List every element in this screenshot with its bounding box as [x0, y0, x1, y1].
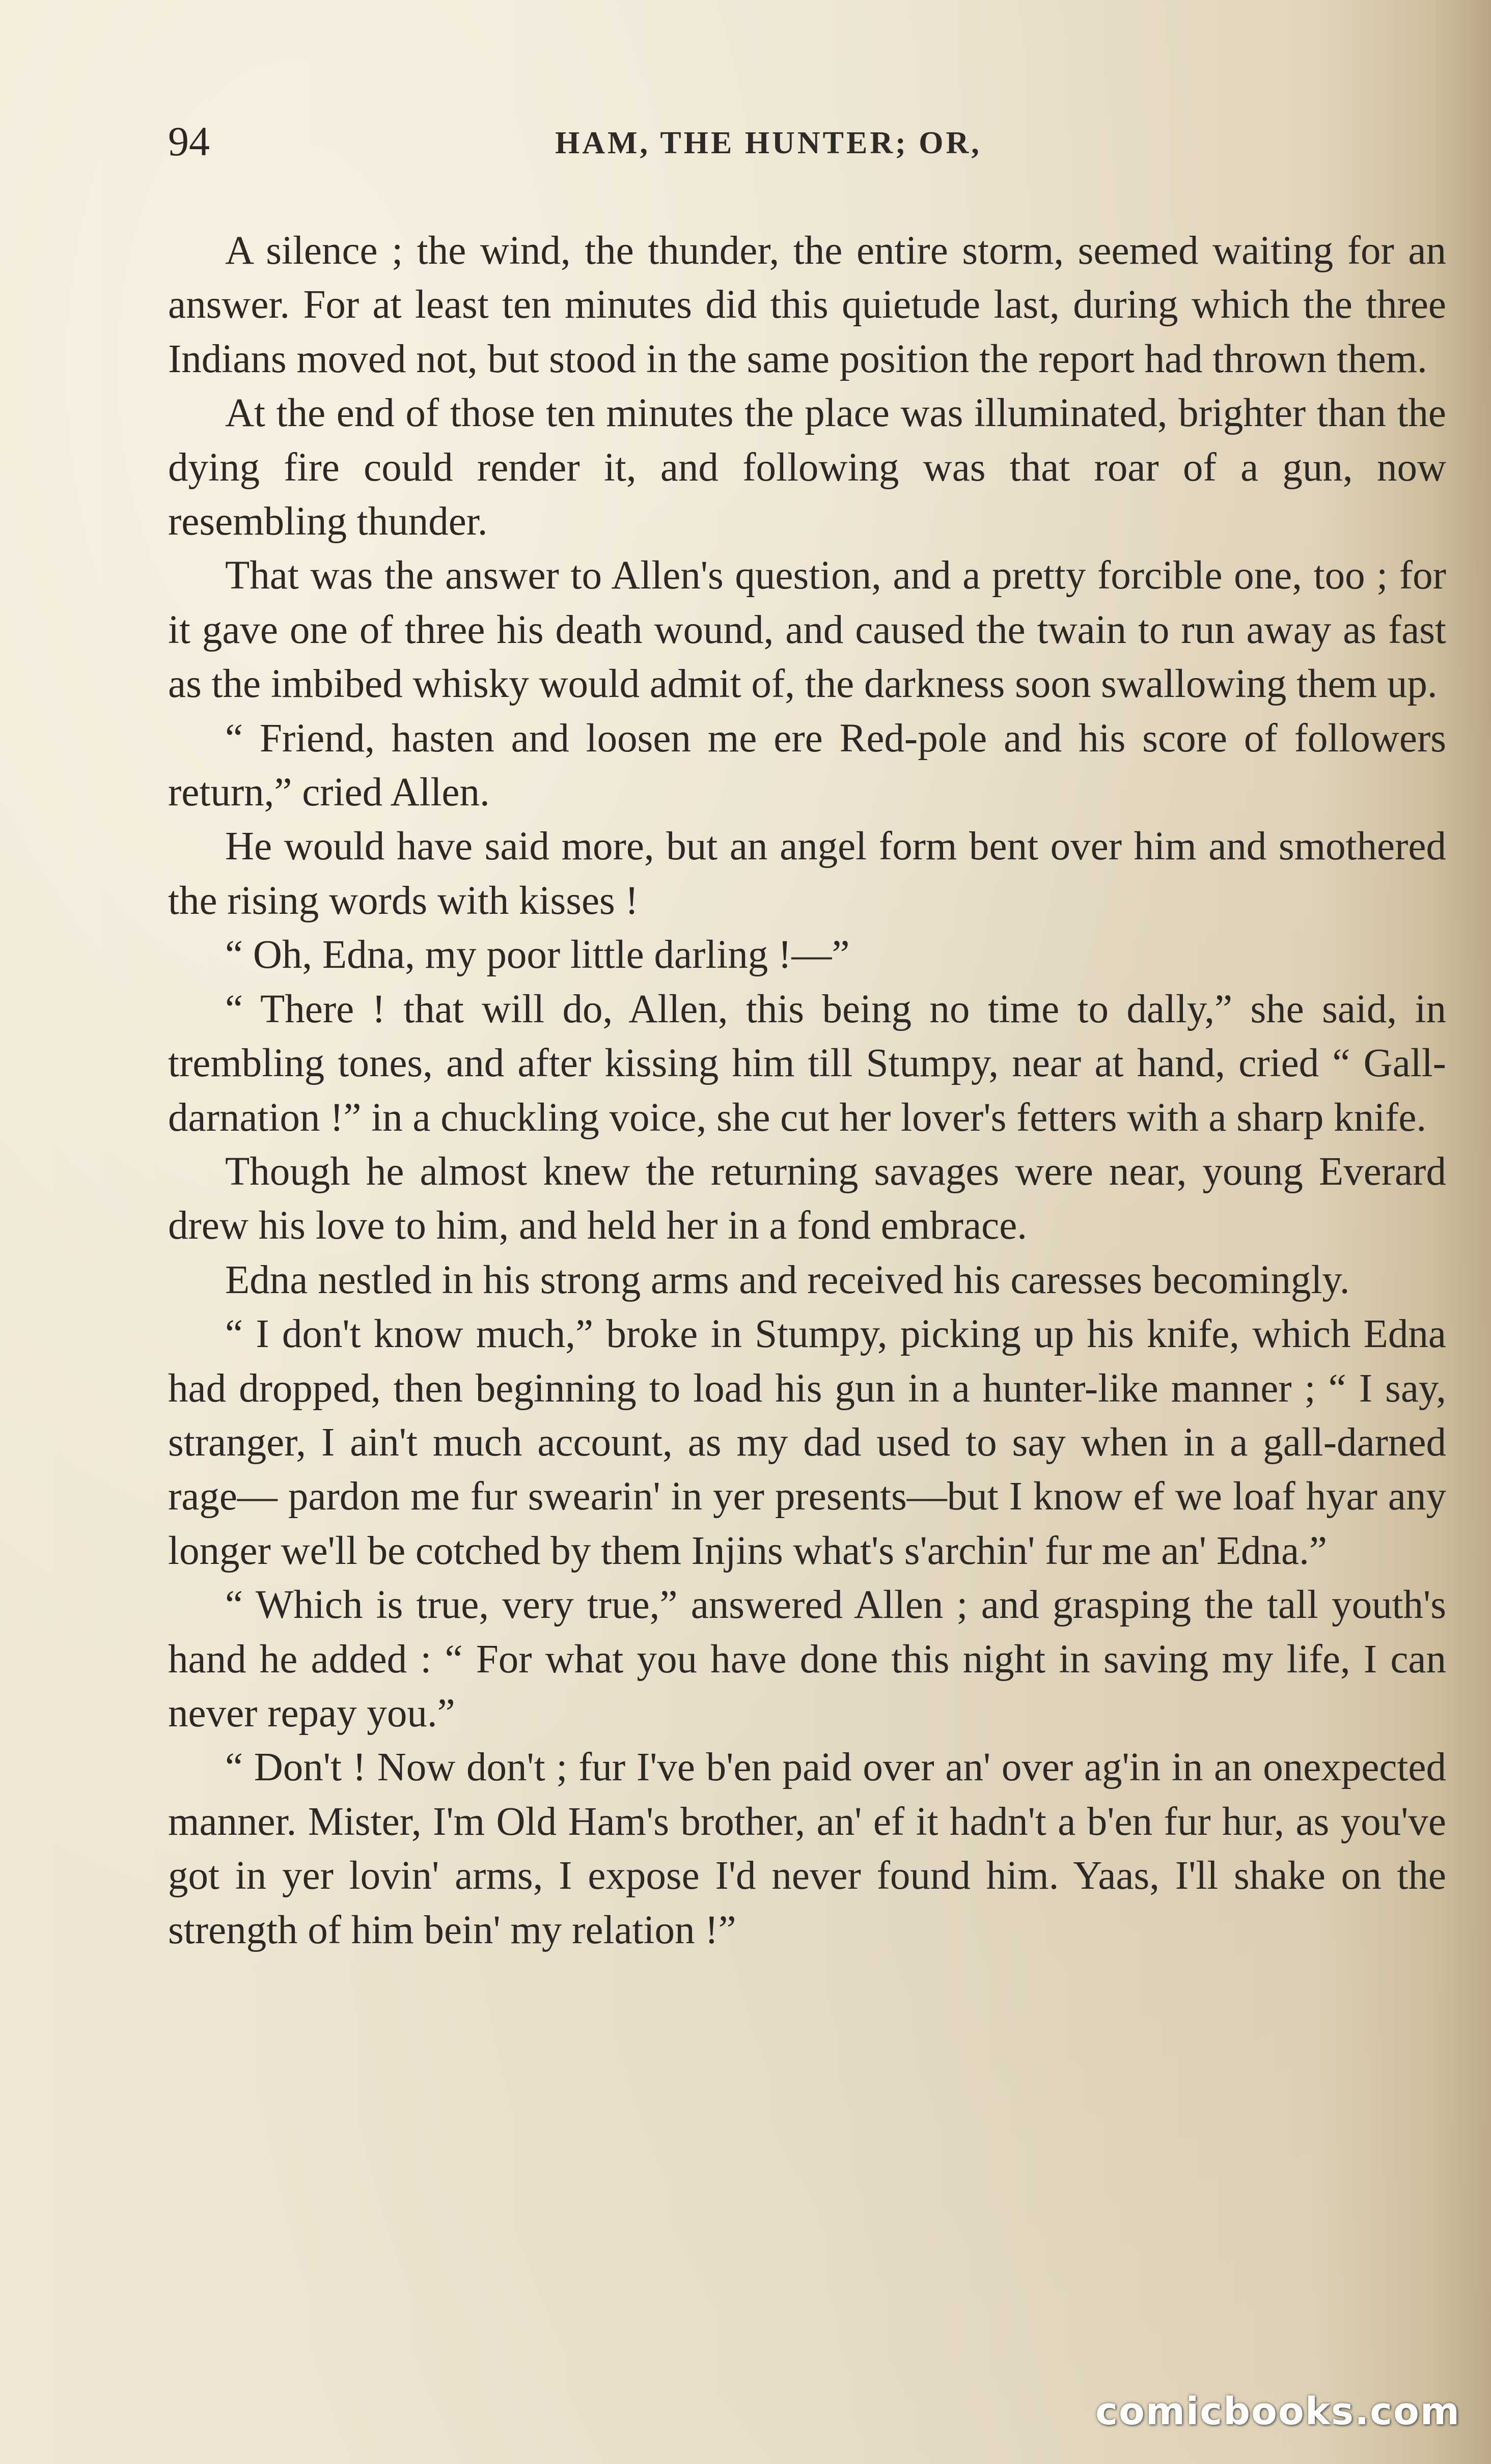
paragraph: At the end of those ten minutes the place was illuminated, brighter than the dying fire could render it, and following was that roar of a gun, now resembling thunder.	[168, 391, 1446, 544]
paragraph: A silence ; the wind, the thunder, the entire storm, seemed waiting for an answer. For at least ten minutes did this quietude last, during which the three Indians moved not, but stood in the same position the report had thrown them.	[168, 229, 1446, 381]
paragraph: “ Friend, hasten and loosen me ere Red-pole and his score of followers return,” cried Allen.	[168, 716, 1446, 815]
running-title: HAM, THE HUNTER; OR,	[555, 126, 982, 160]
paragraph: “ I don't know much,” broke in Stumpy, picking up his knife, which Edna had dropped, then beginning to load his gun in a hunter-like manner ; “ I say, stranger, I ain't much account, as my dad used to say when in a gall-darned rage— pardon me fur swearin' in yer presents—but I know ef we loaf hyar any longer we'll be cotched by them Injins what's s'archin' fur me an' Edna.”	[168, 1312, 1446, 1573]
page-number: 94	[168, 118, 210, 164]
running-head	[168, 116, 1451, 167]
paragraph: Though he almost knew the returning savages were near, young Everard drew his love to him, and held her in a fond embrace.	[168, 1149, 1446, 1248]
watermark: comicbooks.com	[1095, 2390, 1460, 2433]
paragraph: “ Don't ! Now don't ; fur I've b'en paid over an' over ag'in in an onexpected manner. Mister, I'm Old Ham's brother, an' ef it hadn't a b'en fur hur, as you've got in yer lovin' arms, I expose I'd never found him. Yaas, I'll shake on the strength of him bein' my relation !”	[168, 1745, 1446, 1952]
paragraph: “ Which is true, very true,” answered Allen ; and grasping the tall youth's hand he added : “ For what you have done this night in saving my life, I can never repay you.”	[168, 1583, 1446, 1735]
paragraph: That was the answer to Allen's question, and a pretty forcible one, too ; for it gave one of three his death wound, and caused the twain to run away as fast as the imbibed whisky would admit of, the darkness soon swallowing them up.	[168, 553, 1446, 707]
paragraph: He would have said more, but an angel form bent over him and smothered the rising words with kisses !	[168, 824, 1446, 923]
paragraph: “ There ! that will do, Allen, this being no time to dally,” she said, in trembling tones, and after kissing him till Stumpy, near at hand, cried “ Gall-darnation !” in a chuckling voice, she cut her lover's fetters with a sharp knife.	[168, 987, 1446, 1140]
body-text	[168, 224, 1446, 1957]
paragraph: “ Oh, Edna, my poor little darling !—”	[225, 933, 850, 977]
paragraph: Edna nestled in his strong arms and received his caresses becomingly.	[225, 1257, 1350, 1302]
